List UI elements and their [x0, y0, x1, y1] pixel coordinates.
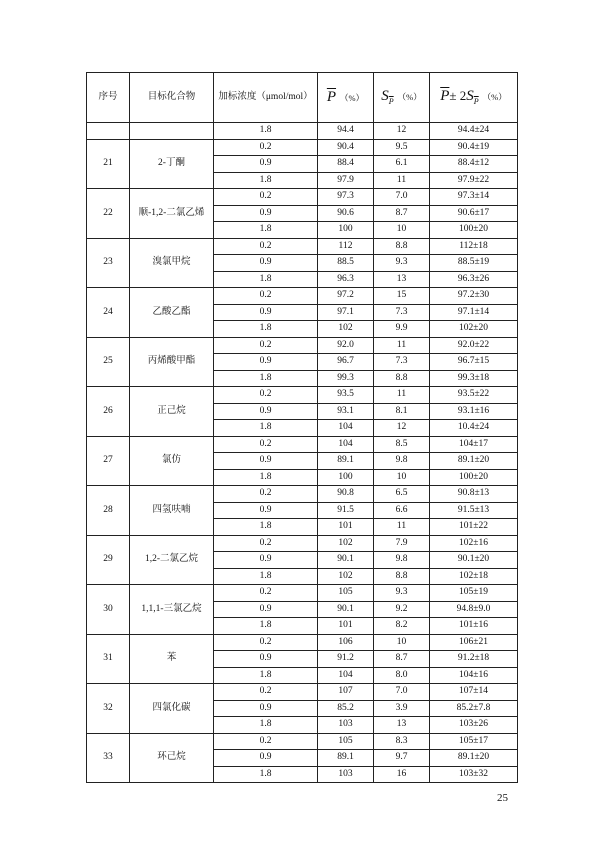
std-dev-cell: 8.0	[374, 667, 430, 684]
concentration-cell: 0.9	[214, 651, 318, 668]
compound-cell: 2-丁酮	[130, 139, 214, 189]
mean-recovery-cell: 88.4	[318, 156, 374, 173]
recovery-range-cell: 104±17	[430, 436, 518, 453]
table-row	[87, 733, 518, 750]
recovery-range-cell: 88.5±19	[430, 255, 518, 272]
concentration-cell: 0.9	[214, 502, 318, 519]
std-dev-cell: 16	[374, 766, 430, 783]
mean-recovery-cell: 91.2	[318, 651, 374, 668]
concentration-cell: 1.8	[214, 568, 318, 585]
std-dev-cell: 6.1	[374, 156, 430, 173]
std-dev-cell: 10	[374, 222, 430, 239]
concentration-cell: 0.9	[214, 403, 318, 420]
std-dev-cell: 3.9	[374, 700, 430, 717]
concentration-cell: 0.2	[214, 486, 318, 503]
document-page	[86, 72, 517, 783]
header-concentration: 加标浓度（μmol/mol）	[214, 73, 318, 123]
std-dev-cell: 8.7	[374, 205, 430, 222]
concentration-cell: 0.9	[214, 601, 318, 618]
mean-recovery-cell: 103	[318, 717, 374, 734]
table-row	[87, 123, 518, 140]
compound-cell: 溴氯甲烷	[130, 238, 214, 288]
recovery-range-cell: 112±18	[430, 238, 518, 255]
mean-recovery-cell: 90.4	[318, 139, 374, 156]
seq-cell: 22	[87, 189, 130, 239]
table-row	[87, 288, 518, 305]
recovery-range-cell: 93.1±16	[430, 403, 518, 420]
mean-recovery-cell: 97.9	[318, 172, 374, 189]
std-dev-cell: 15	[374, 288, 430, 305]
std-dev-cell: 11	[374, 172, 430, 189]
mean-recovery-cell: 92.0	[318, 337, 374, 354]
table-row	[87, 634, 518, 651]
recovery-range-cell: 90.6±17	[430, 205, 518, 222]
mean-recovery-cell: 100	[318, 469, 374, 486]
recovery-range-cell: 99.3±18	[430, 370, 518, 387]
compound-cell: 乙酸乙酯	[130, 288, 214, 338]
std-dev-cell: 8.3	[374, 733, 430, 750]
std-dev-cell: 11	[374, 337, 430, 354]
concentration-cell: 0.2	[214, 189, 318, 206]
recovery-range-cell: 96.7±15	[430, 354, 518, 371]
mean-recovery-cell: 105	[318, 733, 374, 750]
concentration-cell: 0.2	[214, 684, 318, 701]
seq-cell	[87, 123, 130, 140]
recovery-range-cell: 100±20	[430, 469, 518, 486]
mean-recovery-cell: 91.5	[318, 502, 374, 519]
mean-recovery-cell: 94.4	[318, 123, 374, 140]
recovery-range-cell: 97.1±14	[430, 304, 518, 321]
table-row	[87, 486, 518, 503]
std-dev-cell: 7.3	[374, 304, 430, 321]
concentration-cell: 0.2	[214, 238, 318, 255]
mean-recovery-cell: 85.2	[318, 700, 374, 717]
recovery-range-cell: 97.2±30	[430, 288, 518, 305]
recovery-range-cell: 89.1±20	[430, 750, 518, 767]
std-dev-cell: 7.0	[374, 189, 430, 206]
std-dev-cell: 10	[374, 634, 430, 651]
concentration-cell: 1.8	[214, 420, 318, 437]
concentration-cell: 1.8	[214, 123, 318, 140]
std-dev-cell: 9.2	[374, 601, 430, 618]
std-dev-cell: 6.5	[374, 486, 430, 503]
concentration-cell: 0.2	[214, 634, 318, 651]
seq-cell: 33	[87, 733, 130, 783]
recovery-range-cell: 90.4±19	[430, 139, 518, 156]
mean-recovery-cell: 99.3	[318, 370, 374, 387]
concentration-cell: 0.2	[214, 139, 318, 156]
mean-recovery-cell: 93.1	[318, 403, 374, 420]
seq-cell: 28	[87, 486, 130, 536]
concentration-cell: 1.8	[214, 667, 318, 684]
std-dev-cell: 9.3	[374, 255, 430, 272]
compound-cell: 正己烷	[130, 387, 214, 437]
recovery-range-cell: 101±16	[430, 618, 518, 635]
concentration-cell: 1.8	[214, 370, 318, 387]
mean-recovery-cell: 89.1	[318, 750, 374, 767]
header-seq: 序号	[87, 73, 130, 123]
mean-recovery-cell: 96.7	[318, 354, 374, 371]
concentration-cell: 1.8	[214, 321, 318, 338]
std-dev-cell: 9.8	[374, 552, 430, 569]
header-std-dev: $S_{\overline{P}}$ （%）	[374, 73, 430, 123]
table-header-row	[87, 73, 518, 123]
compound-cell: 丙烯酸甲酯	[130, 337, 214, 387]
recovery-range-cell: 107±14	[430, 684, 518, 701]
std-dev-cell: 7.3	[374, 354, 430, 371]
compound-cell: 四氯化碳	[130, 684, 214, 734]
seq-cell: 32	[87, 684, 130, 734]
mean-recovery-cell: 104	[318, 436, 374, 453]
mean-recovery-cell: 102	[318, 568, 374, 585]
table-body	[87, 123, 518, 783]
concentration-cell: 1.8	[214, 469, 318, 486]
concentration-cell: 1.8	[214, 519, 318, 536]
std-dev-cell: 9.7	[374, 750, 430, 767]
concentration-cell: 0.9	[214, 354, 318, 371]
std-dev-cell: 8.8	[374, 370, 430, 387]
header-recovery-range: $\overline{P}\pm 2S_{\overline{P}}$ （%）	[430, 73, 518, 123]
compound-cell	[130, 123, 214, 140]
mean-recovery-cell: 106	[318, 634, 374, 651]
recovery-range-cell: 85.2±7.8	[430, 700, 518, 717]
table-row	[87, 337, 518, 354]
page-number: 25	[497, 792, 508, 804]
concentration-cell: 1.8	[214, 172, 318, 189]
concentration-cell: 0.9	[214, 453, 318, 470]
recovery-range-cell: 88.4±12	[430, 156, 518, 173]
recovery-range-cell: 102±16	[430, 535, 518, 552]
std-dev-cell: 12	[374, 420, 430, 437]
mean-recovery-cell: 88.5	[318, 255, 374, 272]
recovery-range-cell: 102±20	[430, 321, 518, 338]
recovery-range-cell: 94.4±24	[430, 123, 518, 140]
concentration-cell: 0.2	[214, 387, 318, 404]
std-dev-cell: 8.8	[374, 568, 430, 585]
recovery-range-cell: 10.4±24	[430, 420, 518, 437]
compound-cell: 1,1,1-三氯乙烷	[130, 585, 214, 635]
compound-cell: 1,2-二氯乙烷	[130, 535, 214, 585]
mean-recovery-cell: 104	[318, 667, 374, 684]
concentration-cell: 0.9	[214, 552, 318, 569]
seq-cell: 27	[87, 436, 130, 486]
mean-recovery-cell: 90.8	[318, 486, 374, 503]
concentration-cell: 0.9	[214, 750, 318, 767]
compound-cell: 苯	[130, 634, 214, 684]
std-dev-cell: 9.5	[374, 139, 430, 156]
concentration-cell: 0.9	[214, 700, 318, 717]
recovery-range-cell: 103±26	[430, 717, 518, 734]
compound-cell: 顺-1,2-二氯乙烯	[130, 189, 214, 239]
mean-recovery-cell: 90.6	[318, 205, 374, 222]
concentration-cell: 1.8	[214, 222, 318, 239]
recovery-range-cell: 105±17	[430, 733, 518, 750]
mean-recovery-cell: 93.5	[318, 387, 374, 404]
seq-cell: 26	[87, 387, 130, 437]
mean-recovery-cell: 100	[318, 222, 374, 239]
table-row	[87, 436, 518, 453]
seq-cell: 30	[87, 585, 130, 635]
std-dev-cell: 12	[374, 123, 430, 140]
concentration-cell: 0.9	[214, 156, 318, 173]
recovery-range-cell: 102±18	[430, 568, 518, 585]
std-dev-cell: 8.1	[374, 403, 430, 420]
std-dev-cell: 8.5	[374, 436, 430, 453]
std-dev-cell: 9.9	[374, 321, 430, 338]
std-dev-cell: 11	[374, 519, 430, 536]
recovery-range-cell: 93.5±22	[430, 387, 518, 404]
mean-recovery-cell: 102	[318, 535, 374, 552]
std-dev-cell: 8.7	[374, 651, 430, 668]
std-dev-cell: 8.2	[374, 618, 430, 635]
mean-recovery-cell: 112	[318, 238, 374, 255]
table-row	[87, 535, 518, 552]
recovery-range-cell: 97.9±22	[430, 172, 518, 189]
mean-recovery-cell: 97.2	[318, 288, 374, 305]
mean-recovery-cell: 90.1	[318, 601, 374, 618]
mean-recovery-cell: 90.1	[318, 552, 374, 569]
concentration-cell: 0.2	[214, 535, 318, 552]
header-mean-recovery: $\overline{P}$ （%）	[318, 73, 374, 123]
concentration-cell: 0.2	[214, 288, 318, 305]
concentration-cell: 1.8	[214, 271, 318, 288]
table-row	[87, 684, 518, 701]
mean-recovery-cell: 89.1	[318, 453, 374, 470]
concentration-cell: 0.2	[214, 733, 318, 750]
mean-recovery-cell: 105	[318, 585, 374, 602]
recovery-range-cell: 94.8±9.0	[430, 601, 518, 618]
std-dev-cell: 8.8	[374, 238, 430, 255]
concentration-cell: 0.9	[214, 255, 318, 272]
seq-cell: 23	[87, 238, 130, 288]
mean-recovery-cell: 104	[318, 420, 374, 437]
mean-recovery-cell: 102	[318, 321, 374, 338]
recovery-range-cell: 91.2±18	[430, 651, 518, 668]
mean-recovery-cell: 97.1	[318, 304, 374, 321]
seq-cell: 25	[87, 337, 130, 387]
recovery-range-cell: 92.0±22	[430, 337, 518, 354]
seq-cell: 29	[87, 535, 130, 585]
mean-recovery-cell: 101	[318, 618, 374, 635]
recovery-range-cell: 96.3±26	[430, 271, 518, 288]
compound-cell: 四氢呋喃	[130, 486, 214, 536]
recovery-range-cell: 105±19	[430, 585, 518, 602]
recovery-range-cell: 90.1±20	[430, 552, 518, 569]
recovery-range-cell: 101±22	[430, 519, 518, 536]
concentration-cell: 0.2	[214, 337, 318, 354]
concentration-cell: 1.8	[214, 618, 318, 635]
concentration-cell: 0.2	[214, 585, 318, 602]
table-row	[87, 585, 518, 602]
recovery-range-cell: 104±16	[430, 667, 518, 684]
seq-cell: 24	[87, 288, 130, 338]
std-dev-cell: 9.3	[374, 585, 430, 602]
table-row	[87, 238, 518, 255]
seq-cell: 21	[87, 139, 130, 189]
table-row	[87, 139, 518, 156]
recovery-range-cell: 97.3±14	[430, 189, 518, 206]
recovery-range-cell: 90.8±13	[430, 486, 518, 503]
seq-cell: 31	[87, 634, 130, 684]
header-compound: 目标化合物	[130, 73, 214, 123]
recovery-range-cell: 103±32	[430, 766, 518, 783]
std-dev-cell: 13	[374, 717, 430, 734]
mean-recovery-cell: 103	[318, 766, 374, 783]
std-dev-cell: 11	[374, 387, 430, 404]
compound-cell: 氯仿	[130, 436, 214, 486]
concentration-cell: 1.8	[214, 766, 318, 783]
std-dev-cell: 7.9	[374, 535, 430, 552]
recovery-range-cell: 91.5±13	[430, 502, 518, 519]
mean-recovery-cell: 107	[318, 684, 374, 701]
table-row	[87, 189, 518, 206]
std-dev-cell: 10	[374, 469, 430, 486]
concentration-cell: 0.9	[214, 304, 318, 321]
recovery-range-cell: 100±20	[430, 222, 518, 239]
recovery-range-cell: 89.1±20	[430, 453, 518, 470]
concentration-cell: 1.8	[214, 717, 318, 734]
concentration-cell: 0.9	[214, 205, 318, 222]
mean-recovery-cell: 97.3	[318, 189, 374, 206]
std-dev-cell: 6.6	[374, 502, 430, 519]
compound-cell: 环己烷	[130, 733, 214, 783]
std-dev-cell: 9.8	[374, 453, 430, 470]
std-dev-cell: 13	[374, 271, 430, 288]
concentration-cell: 0.2	[214, 436, 318, 453]
std-dev-cell: 7.0	[374, 684, 430, 701]
mean-recovery-cell: 96.3	[318, 271, 374, 288]
mean-recovery-cell: 101	[318, 519, 374, 536]
table-row	[87, 387, 518, 404]
recovery-table	[86, 72, 518, 783]
recovery-range-cell: 106±21	[430, 634, 518, 651]
